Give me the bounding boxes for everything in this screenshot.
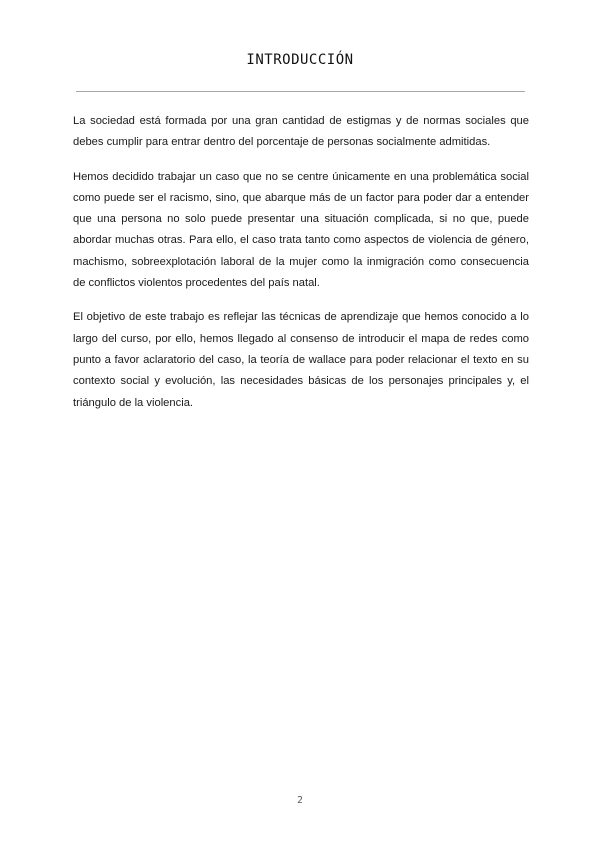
page-title: INTRODUCCIÓN: [246, 52, 354, 68]
body-text: [73, 111, 529, 427]
paragraph-3: El objetivo de este trabajo es reflejar las técnicas de aprendizaje que hemos conocido a lo largo del curso, por ello, hemos llegado al consenso de introducir el mapa de redes como punto a favor aclaratorio del caso, la teoría de wallace para poder relacionar el texto en su contexto social y evolución, las necesidades básicas de los personajes principales y, el triángulo de la violencia.: [73, 311, 529, 409]
paragraph-1: La sociedad está formada por una gran cantidad de estigmas y de normas sociales que debes cumplir para entrar dentro del porcentaje de personas socialmente admitidas.: [73, 115, 529, 149]
paragraph-2: Hemos decidido trabajar un caso que no se centre únicamente en una problemática social como puede ser el racismo, sino, que abarque más de un factor para poder dar a entender que una persona no solo puede presentar una situación complicada, si no que, puede abordar muchas otras. Para ello, el caso trata tanto como aspectos de violencia de género, machismo, sobreexplotación laboral de la mujer como la inmigración como consecuencia de conflictos violentos procedentes del país natal.: [73, 170, 529, 290]
page-number: 2: [297, 795, 303, 806]
title-divider: [76, 91, 525, 92]
